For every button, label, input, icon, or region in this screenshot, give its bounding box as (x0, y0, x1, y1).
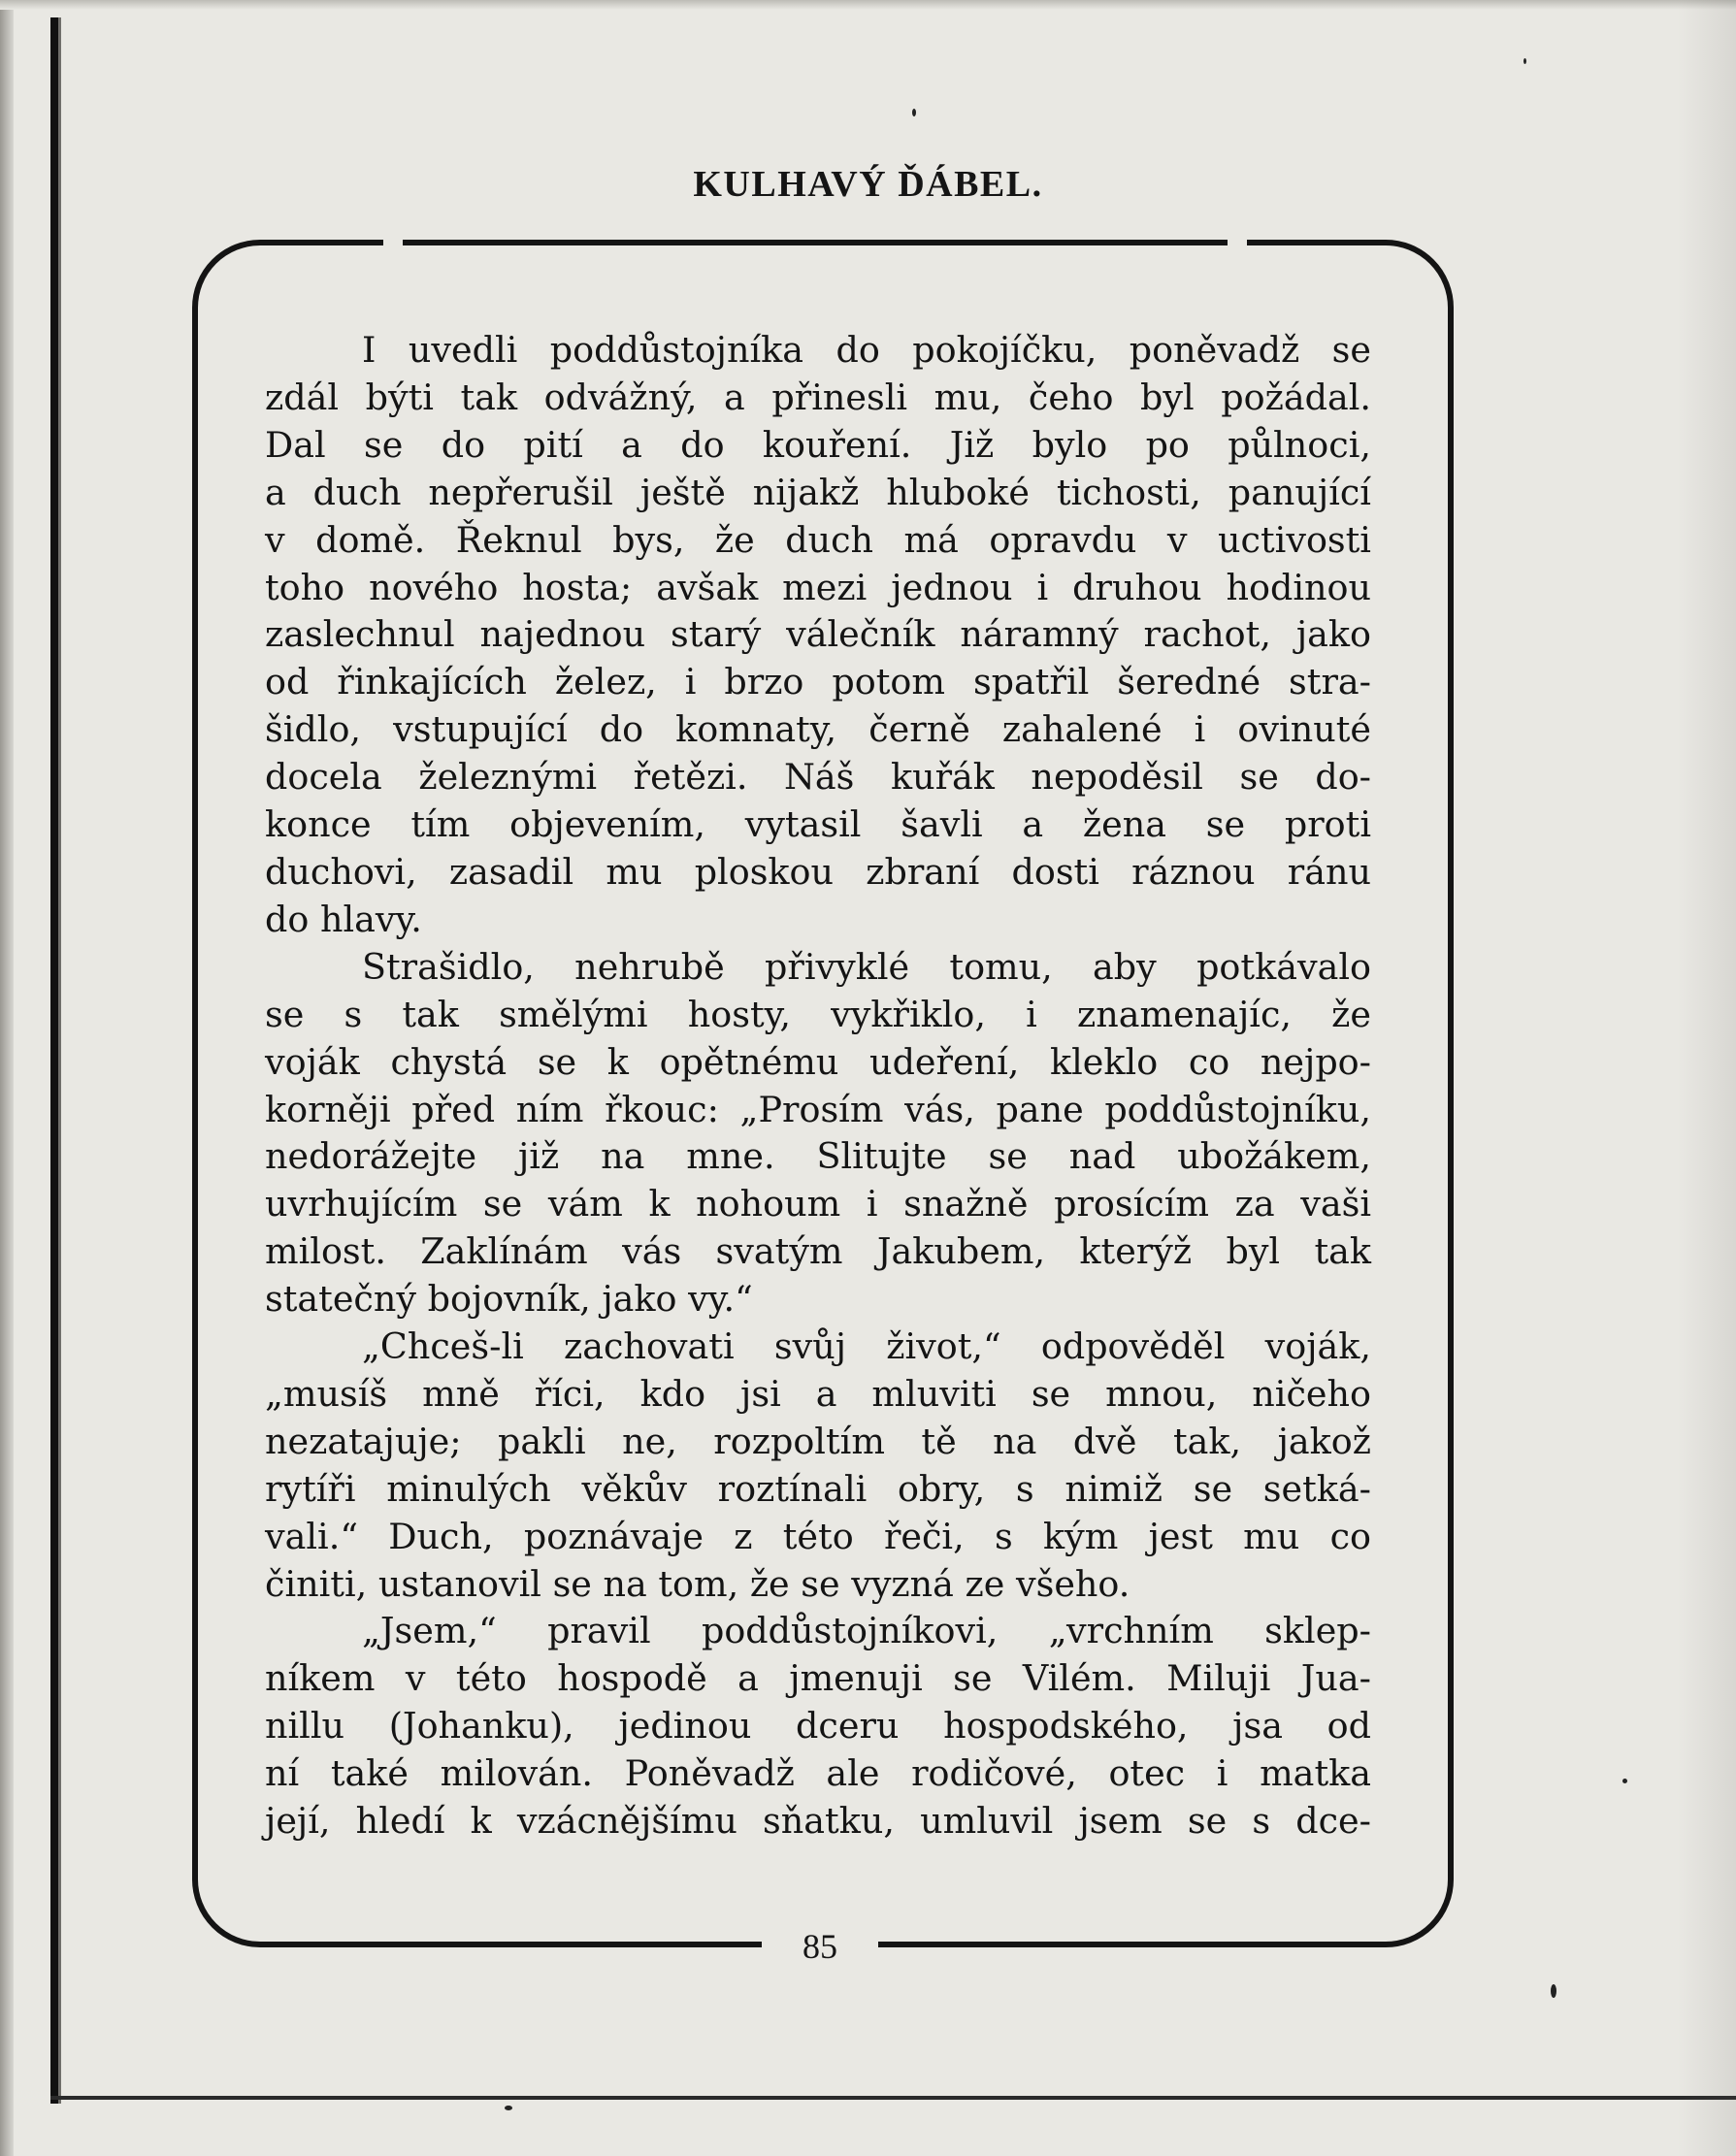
text-line: do hlavy. (265, 898, 422, 940)
text-line: Strašidlo, nehrubě přivyklé tomu, aby potkávalo (362, 945, 1371, 988)
text-line: její, hledí k vzácnějšímu sňatku, umluvil jsem se s dce- (265, 1800, 1371, 1843)
paragraph (265, 944, 1371, 1323)
text-line: korněji před ním řkouc: „Prosím vás, pane poddůstojníku, (265, 1088, 1371, 1130)
text-line: Dal se do pití a do kouření. Již bylo po půlnoci, (265, 423, 1371, 466)
body-text (265, 327, 1371, 1846)
text-line: docela železnými řetězi. Náš kuřák nepoděsil se do- (265, 756, 1371, 799)
paragraph (265, 327, 1371, 944)
text-line: duchovi, zasadil mu ploskou zbraní dosti ráznou ránu (265, 850, 1371, 893)
text-line: „Jsem,“ pravil poddůstojníkovi, „vrchním sklep- (362, 1610, 1371, 1652)
paragraph (265, 1323, 1371, 1608)
book-spine-edge (50, 17, 58, 2104)
text-line: se s tak smělými hosty, vykřiklo, i znamenajíc, že (265, 993, 1371, 1035)
text-line: uvrhujícím se vám k nohoum i snažně prosícím za vaši (265, 1183, 1371, 1225)
text-line: zdál býti tak odvážný, a přinesli mu, čeho byl požádal. (265, 376, 1371, 418)
text-line: voják chystá se k opětnému udeření, kleklo co nejpo- (265, 1040, 1371, 1083)
text-line: zaslechnul najednou starý válečník náramný rachot, jako (265, 613, 1371, 656)
scan-left-edge (0, 0, 14, 2156)
scan-speck (1551, 1984, 1556, 1998)
book-spine-shadow (58, 17, 61, 2104)
scan-speck (505, 2106, 512, 2110)
scan-speck (1523, 58, 1526, 64)
text-line: níkem v této hospodě a jmenuji se Vilém. Miluji Jua- (265, 1657, 1371, 1700)
text-line: šidlo, vstupující do komnaty, černě zahalené i ovinuté (265, 708, 1371, 751)
text-line: „musíš mně říci, kdo jsi a mluviti se mnou, ničeho (265, 1372, 1371, 1415)
text-line: konce tím objevením, vytasil šavli a žena se proti (265, 803, 1371, 846)
frame-gap (1228, 234, 1247, 251)
text-line: nezatajuje; pakli ne, rozpoltím tě na dvě tak, jakož (265, 1420, 1371, 1462)
text-line: nedorážejte již na mne. Slitujte se nad ubožákem, (265, 1135, 1371, 1178)
text-line: rytíři minulých věkův roztínali obry, s nimiž se setká- (265, 1467, 1371, 1510)
text-line: vali.“ Duch, poznávaje z této řeči, s kým jest mu co (265, 1515, 1371, 1557)
text-line: toho nového hosta; avšak mezi jednou i druhou hodinou (265, 566, 1371, 608)
text-line: nillu (Johanku), jedinou dceru hospodského, jsa od (265, 1705, 1371, 1748)
running-head: KULHAVÝ ĎÁBEL. (693, 164, 1043, 205)
page-right-shading (1678, 0, 1736, 2156)
page-number: 85 (802, 1927, 837, 1966)
frame-gap (383, 234, 403, 251)
text-line: ní také milován. Poněvadž ale rodičové, otec i matka (265, 1752, 1371, 1795)
text-line: „Chceš-li zachovati svůj život,“ odpověděl voják, (362, 1325, 1371, 1368)
text-line: I uvedli poddůstojníka do pokojíčku, poněvadž se (362, 329, 1371, 371)
text-line: statečný bojovník, jako vy.“ (265, 1278, 753, 1321)
text-line: činiti, ustanovil se na tom, že se vyzná ze všeho. (265, 1562, 1130, 1605)
paragraph (265, 1608, 1371, 1846)
scan-speck (912, 109, 916, 116)
text-line: milost. Zaklínám vás svatým Jakubem, kterýž byl tak (265, 1230, 1371, 1273)
scan-speck (1622, 1779, 1627, 1783)
text-line: a duch nepřerušil ještě nijakž hluboké tichosti, panující (265, 471, 1371, 513)
scan-top-edge (0, 0, 1736, 10)
text-line: v domě. Řeknul bys, že duch má opravdu v uctivosti (265, 518, 1371, 561)
text-line: od řinkajících želez, i brzo potom spatřil šeredné stra- (265, 661, 1371, 703)
page-bottom-edge (50, 2096, 1736, 2100)
